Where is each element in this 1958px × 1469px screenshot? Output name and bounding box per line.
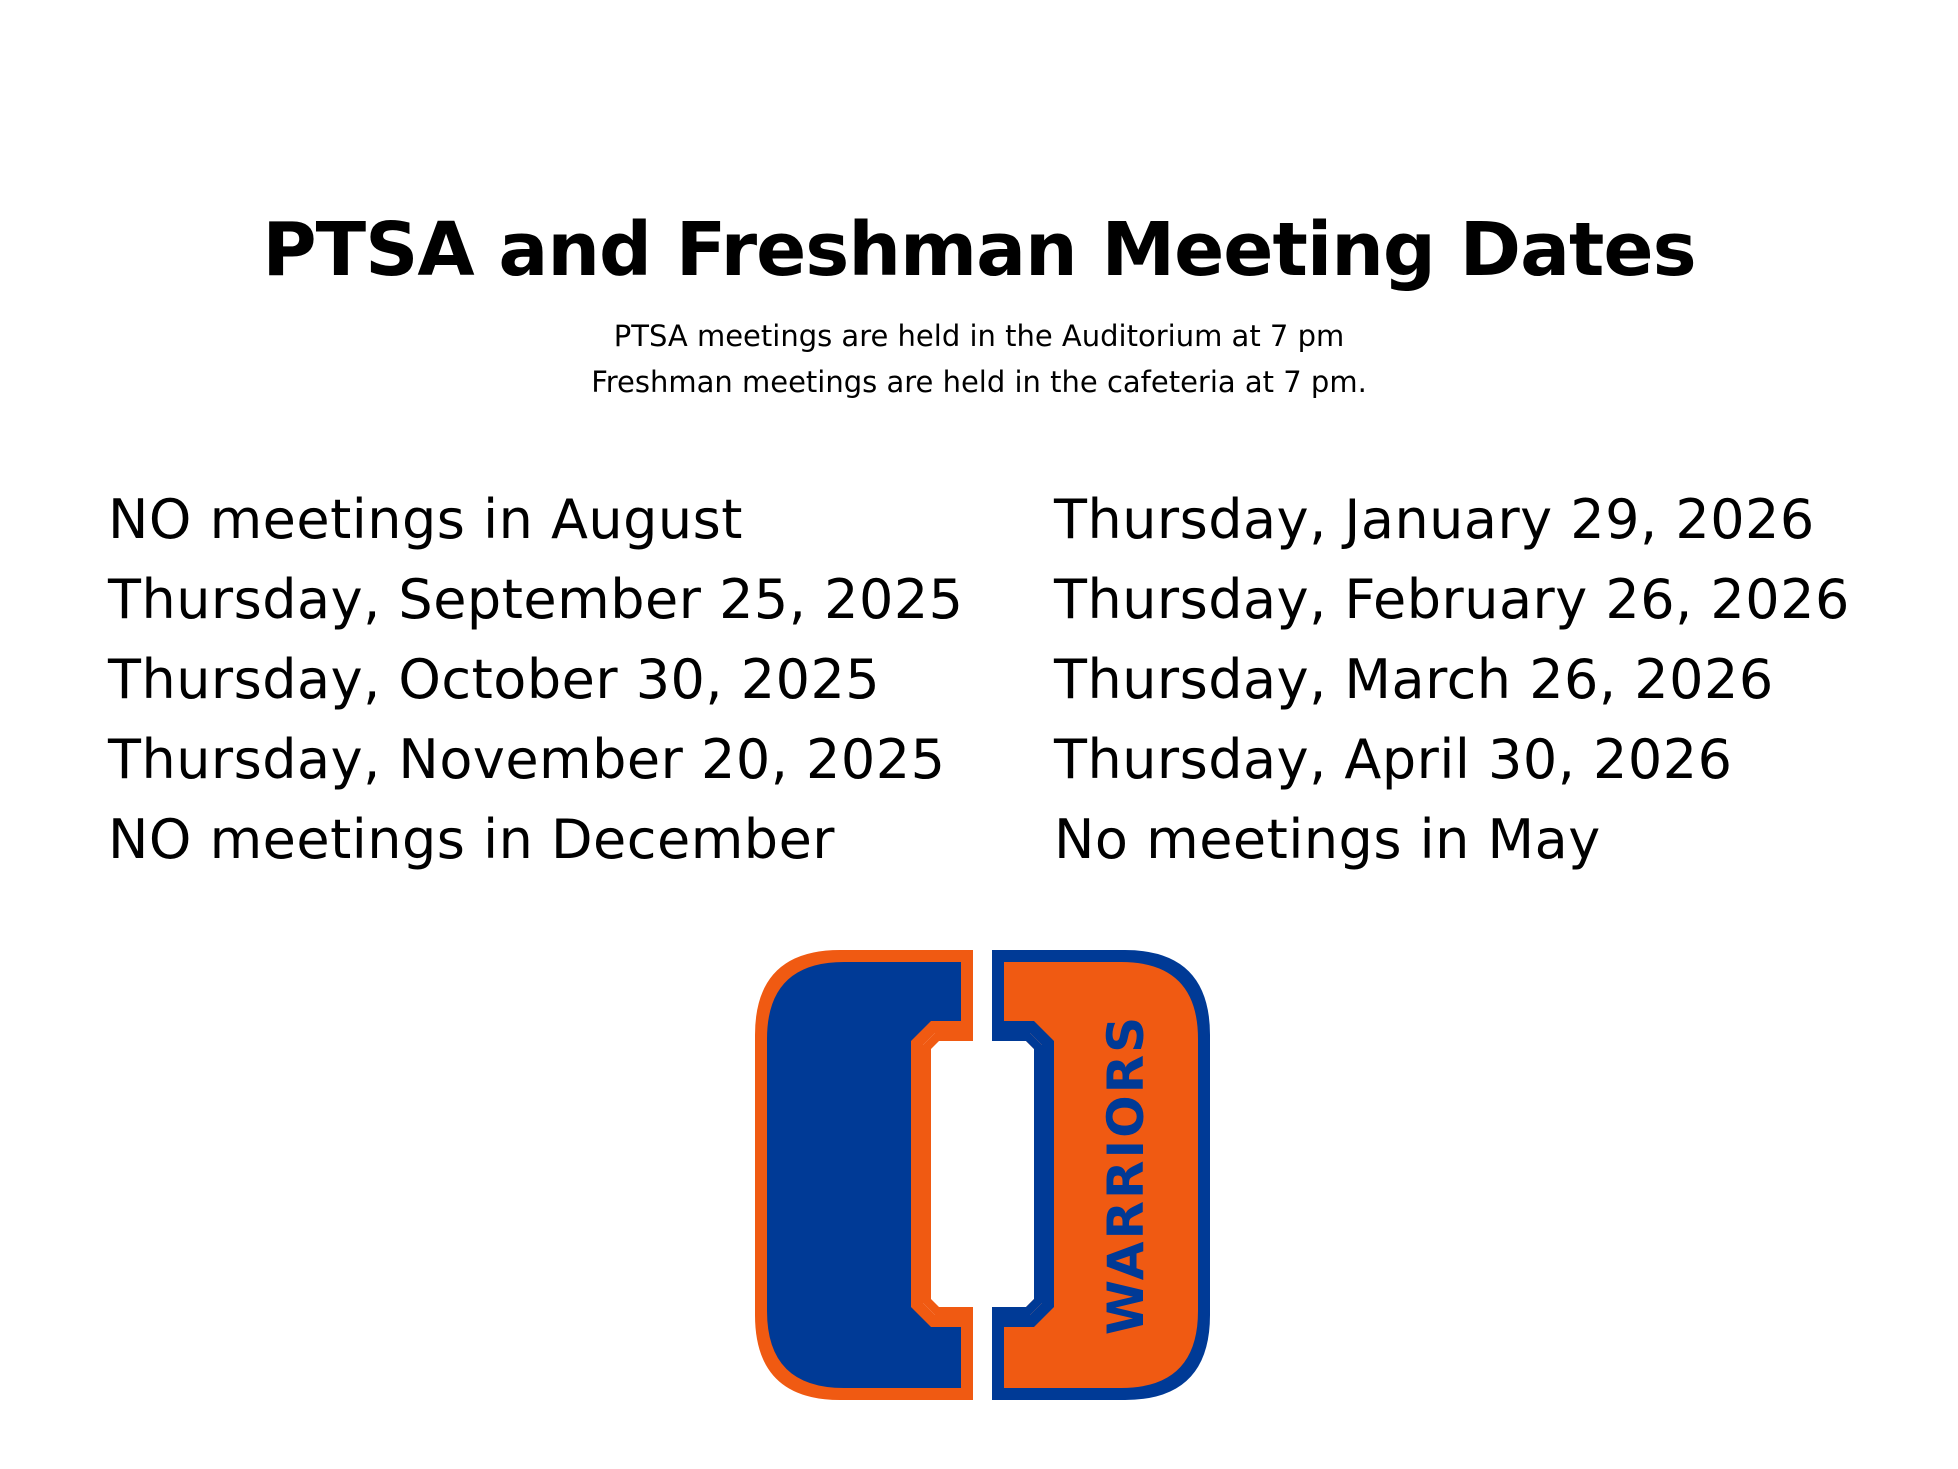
- meeting-date-item: Thursday, April 30, 2026: [1054, 728, 1733, 791]
- meeting-date-item: NO meetings in August: [108, 488, 743, 551]
- meeting-date-item: Thursday, March 26, 2026: [1054, 648, 1774, 711]
- meeting-date-item: Thursday, September 25, 2025: [108, 568, 964, 631]
- ptsa-location-note: PTSA meetings are held in the Auditorium at 7 pm: [613, 319, 1345, 353]
- meeting-date-item: Thursday, January 29, 2026: [1054, 488, 1815, 551]
- warriors-logo: [745, 945, 1220, 1405]
- freshman-location-note: Freshman meetings are held in the cafeteria at 7 pm.: [591, 365, 1367, 399]
- meeting-dates-right-column: [1054, 480, 1850, 880]
- logo-warriors-text: WARRIORS: [1097, 1014, 1155, 1336]
- meeting-date-item: Thursday, February 26, 2026: [1054, 568, 1850, 631]
- meeting-date-item: Thursday, October 30, 2025: [108, 648, 881, 711]
- page-title: PTSA and Freshman Meeting Dates: [262, 207, 1696, 293]
- meeting-date-item: NO meetings in December: [108, 808, 835, 871]
- meeting-date-item: No meetings in May: [1054, 808, 1601, 871]
- meeting-date-item: Thursday, November 20, 2025: [108, 728, 946, 791]
- meeting-dates-left-column: [108, 480, 964, 880]
